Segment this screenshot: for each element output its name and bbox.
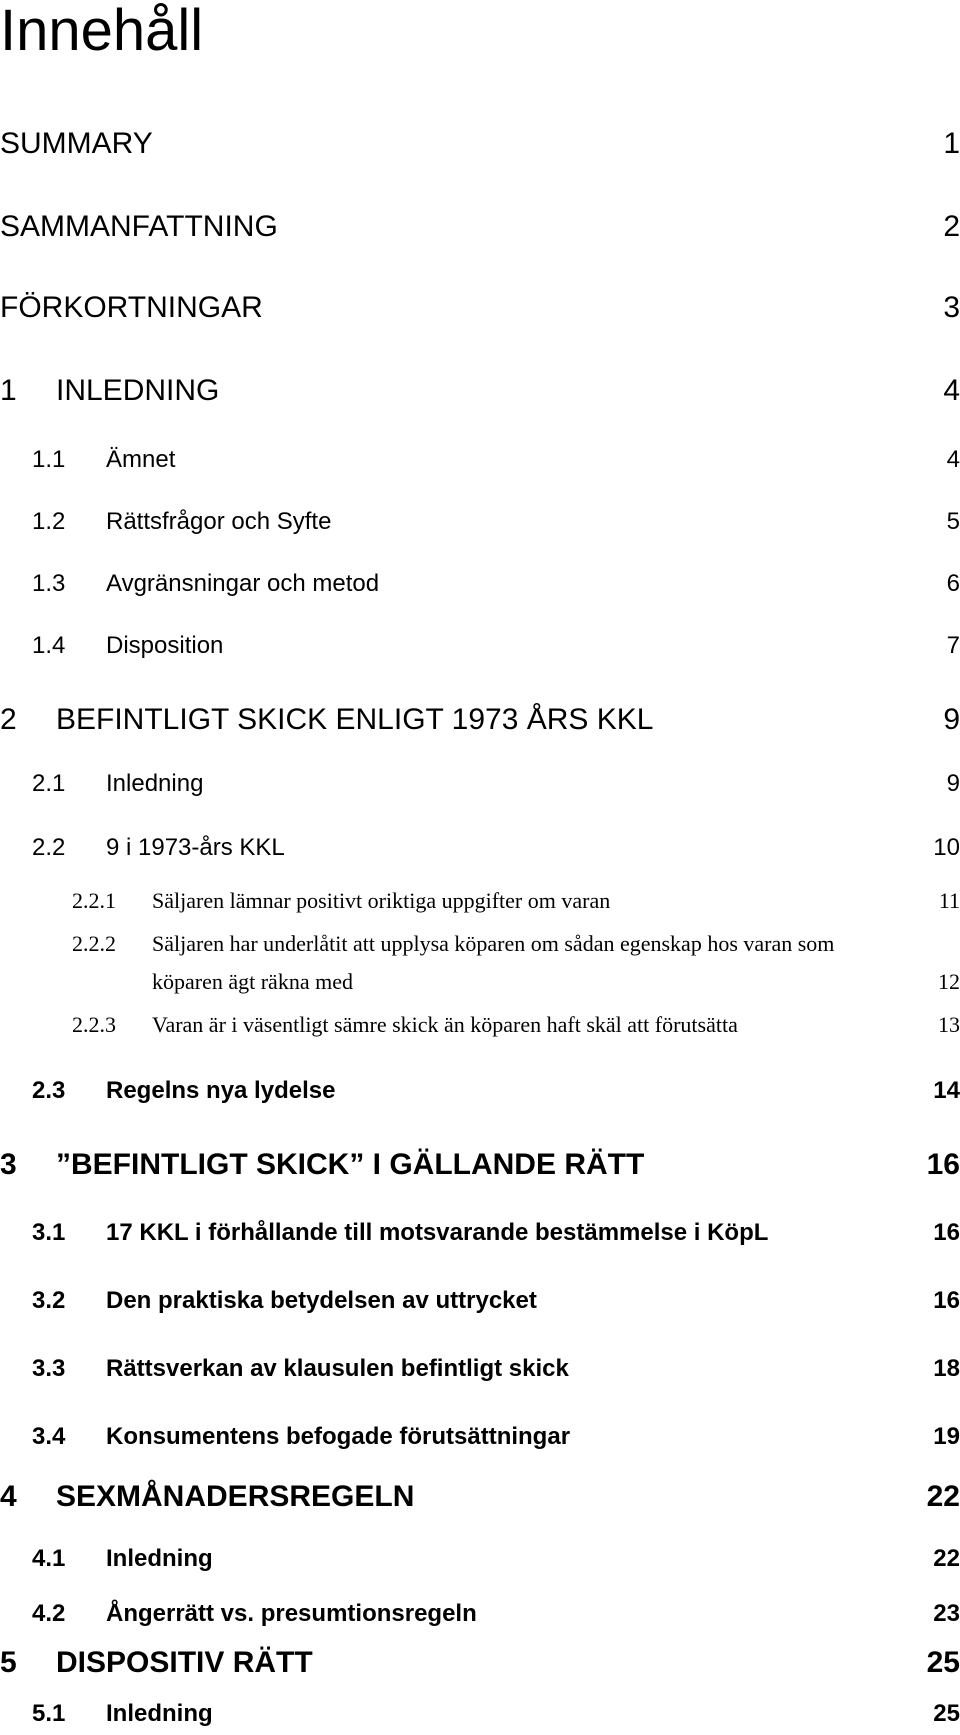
toc-entry-page: 3	[943, 291, 960, 324]
toc-entry-number: 1.1	[32, 446, 66, 473]
toc-entry-number: 1	[0, 374, 17, 407]
toc-entry-title: Regelns nya lydelse	[106, 1077, 336, 1104]
toc-entry-page: 6	[946, 570, 960, 597]
toc-entry-title: Konsumentens befogade förutsättningar	[106, 1423, 571, 1450]
toc-entry-page: 1	[943, 127, 960, 160]
toc-entry-number: 3.1	[32, 1219, 66, 1246]
toc-entry-number: 5.1	[32, 1700, 66, 1727]
toc-entry-page: 7	[946, 632, 960, 659]
toc-entry-title: Ämnet	[106, 446, 176, 473]
toc-entry-title: Rättsverkan av klausulen befintligt skick	[106, 1355, 569, 1382]
page-title: Innehåll	[0, 0, 204, 63]
toc-entry-page: 9	[946, 770, 960, 797]
toc-entry-page: 10	[933, 834, 960, 861]
toc-entry-title: Varan är i väsentligt sämre skick än köparen haft skäl att förutsätta	[152, 1012, 738, 1037]
toc-entry-number: 3	[0, 1148, 17, 1181]
toc-entry-page: 25	[926, 1646, 960, 1679]
toc-entry-page: 22	[933, 1545, 960, 1572]
toc-entry-number: 1.4	[32, 632, 66, 659]
toc-entry-title: Den praktiska betydelsen av uttrycket	[106, 1287, 537, 1314]
toc-entry-title: SAMMANFATTNING	[0, 210, 278, 243]
toc-entry-page: 4	[943, 374, 960, 407]
toc-entry-page: 4	[946, 446, 960, 473]
toc-entry-title: 9 i 1973-års KKL	[106, 834, 285, 861]
toc-entry-number: 2.3	[32, 1077, 66, 1104]
toc-entry-number: 2.2.1	[72, 888, 116, 913]
toc-entry-number: 3.2	[32, 1287, 66, 1314]
toc-entry-number: 2.2.3	[72, 1012, 116, 1037]
toc-entry-title: DISPOSITIV RÄTT	[56, 1646, 313, 1679]
toc-entry-number: 2	[0, 703, 17, 736]
toc-entry-number: 2.2.2	[72, 931, 116, 956]
toc-entry-number: 1.3	[32, 570, 66, 597]
toc-entry-number: 2.2	[32, 834, 66, 861]
toc-entry-page: 9	[943, 703, 960, 736]
toc-entry-title: SEXMÅNADERSREGELN	[56, 1480, 415, 1513]
toc-entry-title: Säljaren har underlåtit att upplysa köparen om sådan egenskap hos varan som	[152, 931, 835, 956]
toc-entry-number: 2.1	[32, 770, 66, 797]
toc-entry-title: 17 KKL i förhållande till motsvarande bestämmelse i KöpL	[106, 1219, 769, 1246]
toc-entry-page: 18	[933, 1355, 960, 1382]
toc-entry-title: Ångerrätt vs. presumtionsregeln	[106, 1600, 477, 1627]
toc-entry-page: 19	[933, 1423, 960, 1450]
toc-entry-title: Säljaren lämnar positivt oriktiga uppgifter om varan	[152, 888, 611, 913]
toc-entry-title: Inledning	[106, 1545, 213, 1572]
toc-entry-page: 23	[933, 1600, 960, 1627]
toc-entry-page: 22	[926, 1480, 960, 1513]
toc-entry-page: 2	[943, 210, 960, 243]
toc-entry-title: Avgränsningar och metod	[106, 570, 380, 597]
toc-entry-page: 13	[938, 1012, 960, 1037]
toc-entry-title-continued: köparen ägt räkna med	[152, 969, 353, 994]
toc-entry-page: 12	[938, 969, 960, 994]
toc-entry-title: Disposition	[106, 632, 224, 659]
toc-entry-title: ”BEFINTLIGT SKICK” I GÄLLANDE RÄTT	[56, 1148, 645, 1181]
toc-entry-page: 16	[933, 1287, 960, 1314]
toc-entry-title: BEFINTLIGT SKICK ENLIGT 1973 ÅRS KKL	[56, 703, 654, 736]
toc-entry-page: 5	[946, 508, 960, 535]
toc-entry-title: SUMMARY	[0, 127, 153, 160]
toc-entry-page: 14	[933, 1077, 960, 1104]
toc-entry-number: 3.3	[32, 1355, 66, 1382]
toc-entry-title: Rättsfrågor och Syfte	[106, 508, 332, 535]
toc-entry-page: 16	[926, 1148, 960, 1181]
toc-entry-page: 25	[933, 1700, 960, 1727]
toc-entry-number: 4.1	[32, 1545, 66, 1572]
toc-entry-page: 16	[933, 1219, 960, 1246]
toc-entry-title: FÖRKORTNINGAR	[0, 291, 263, 324]
toc-entry-title: INLEDNING	[56, 374, 220, 407]
toc-entry-number: 4	[0, 1480, 17, 1513]
toc-entry-title: Inledning	[106, 1700, 213, 1727]
toc-entry-number: 1.2	[32, 508, 66, 535]
toc-entry-number: 5	[0, 1646, 17, 1679]
toc-entry-page: 11	[938, 888, 960, 913]
toc-entry-number: 3.4	[32, 1423, 66, 1450]
toc-entry-number: 4.2	[32, 1600, 66, 1627]
toc-entry-title: Inledning	[106, 770, 204, 797]
